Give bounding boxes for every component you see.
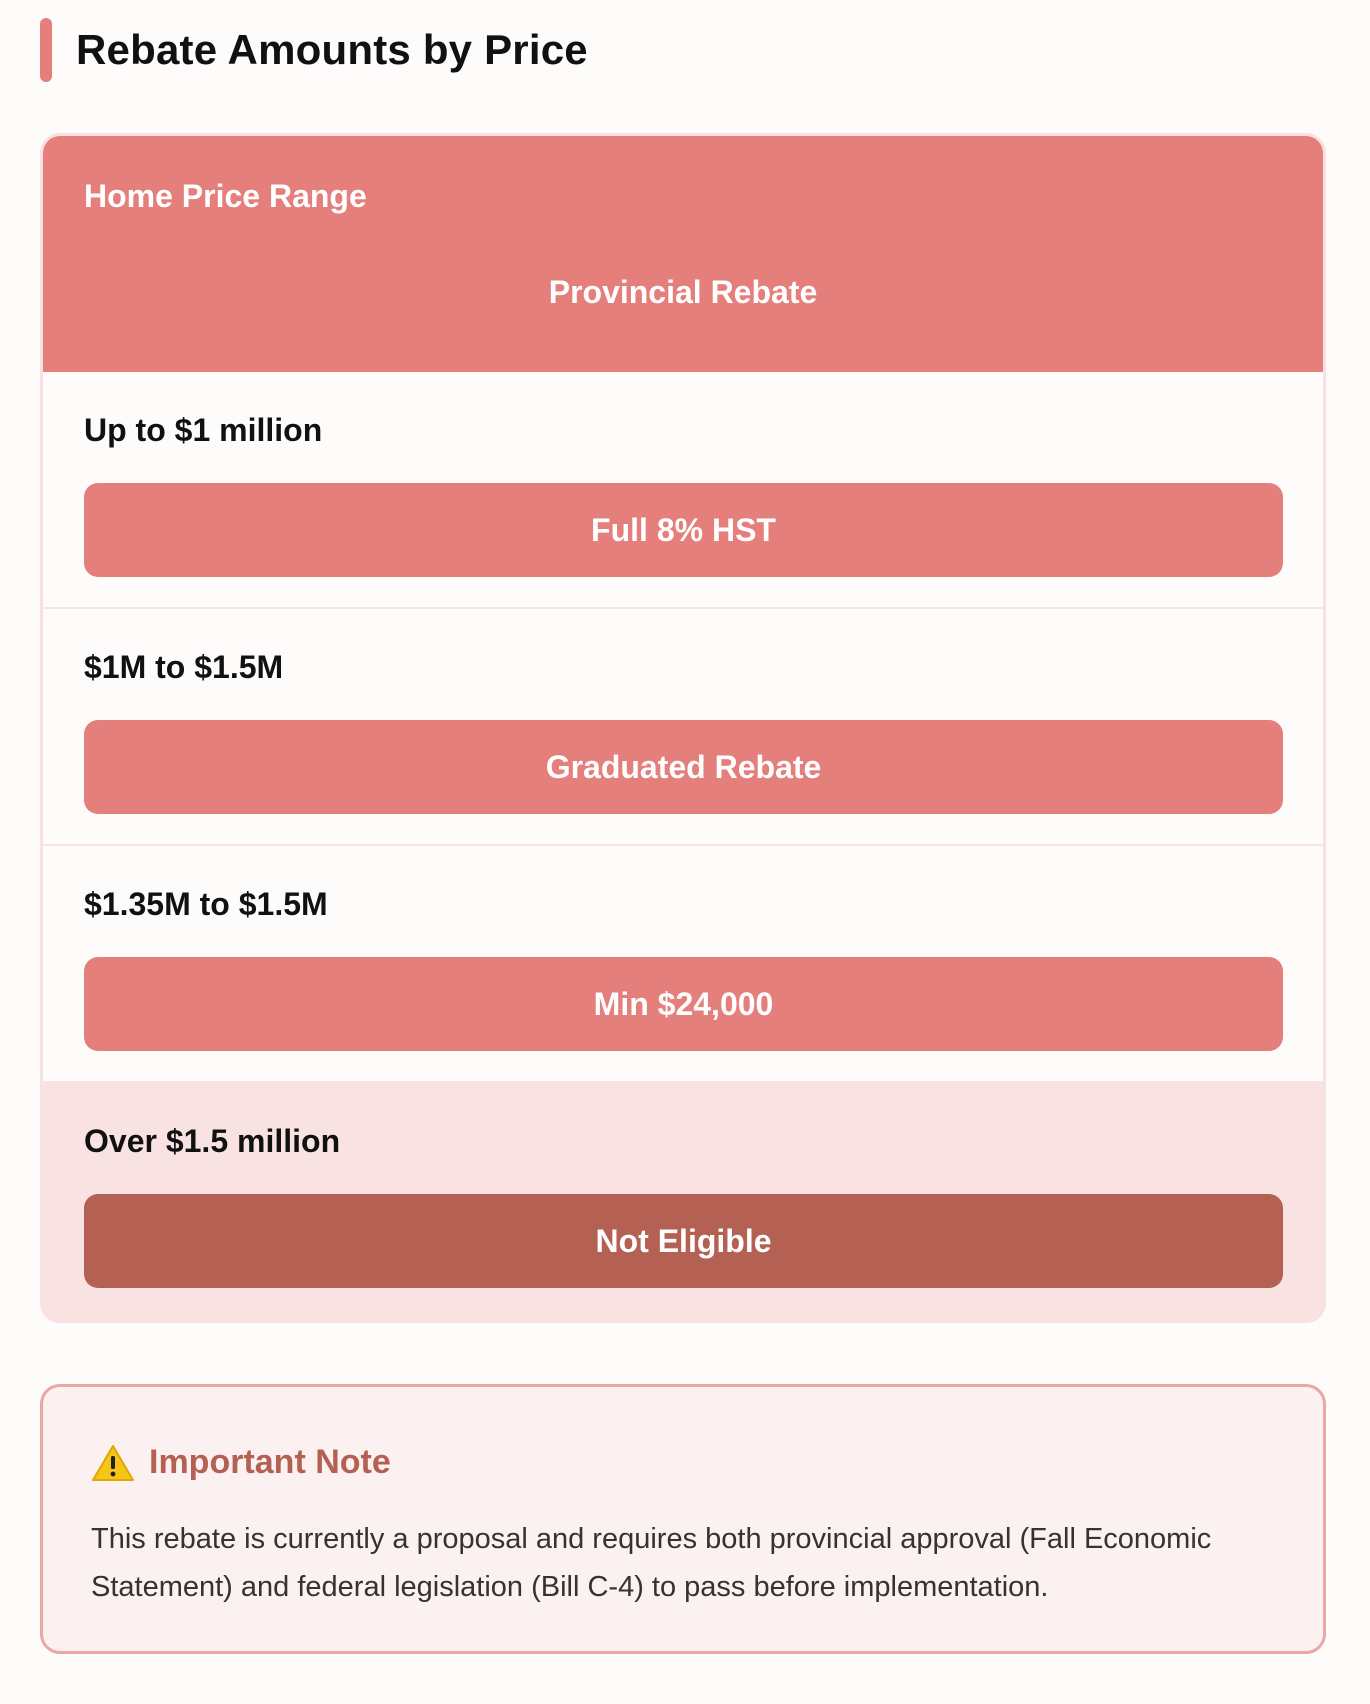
rebate-badge: Min $24,000 (84, 957, 1283, 1051)
warning-icon (91, 1444, 135, 1482)
column-header-provincial-rebate: Provincial Rebate (548, 274, 818, 310)
table-header (43, 136, 1323, 372)
table-row-ineligible (43, 1083, 1323, 1322)
price-range-cell: Over $1.5 million (84, 1123, 341, 1159)
heading-accent-bar (40, 18, 52, 82)
important-note-card (40, 1384, 1326, 1654)
price-range-cell: Up to $1 million (84, 412, 323, 448)
price-range-cell: $1M to $1.5M (84, 649, 284, 685)
column-header-price-range: Home Price Range (84, 178, 367, 214)
section-heading (40, 18, 588, 82)
rebate-table (40, 133, 1326, 1323)
table-row (43, 846, 1323, 1083)
table-row (43, 372, 1323, 609)
rebate-badge: Graduated Rebate (84, 720, 1283, 814)
section-title: Rebate Amounts by Price (76, 26, 588, 73)
table-row (43, 609, 1323, 846)
price-range-cell: $1.35M to $1.5M (84, 886, 328, 922)
note-body: This rebate is currently a proposal and requires both provincial approval (Fall Economic Statement) and federal legislation (Bill C-4) to pass before implementation. (91, 1523, 1212, 1603)
rebate-badge: Full 8% HST (84, 483, 1283, 577)
note-heading (91, 1443, 391, 1482)
rebate-badge-ineligible: Not Eligible (84, 1194, 1283, 1288)
note-title: Important Note (149, 1443, 391, 1481)
